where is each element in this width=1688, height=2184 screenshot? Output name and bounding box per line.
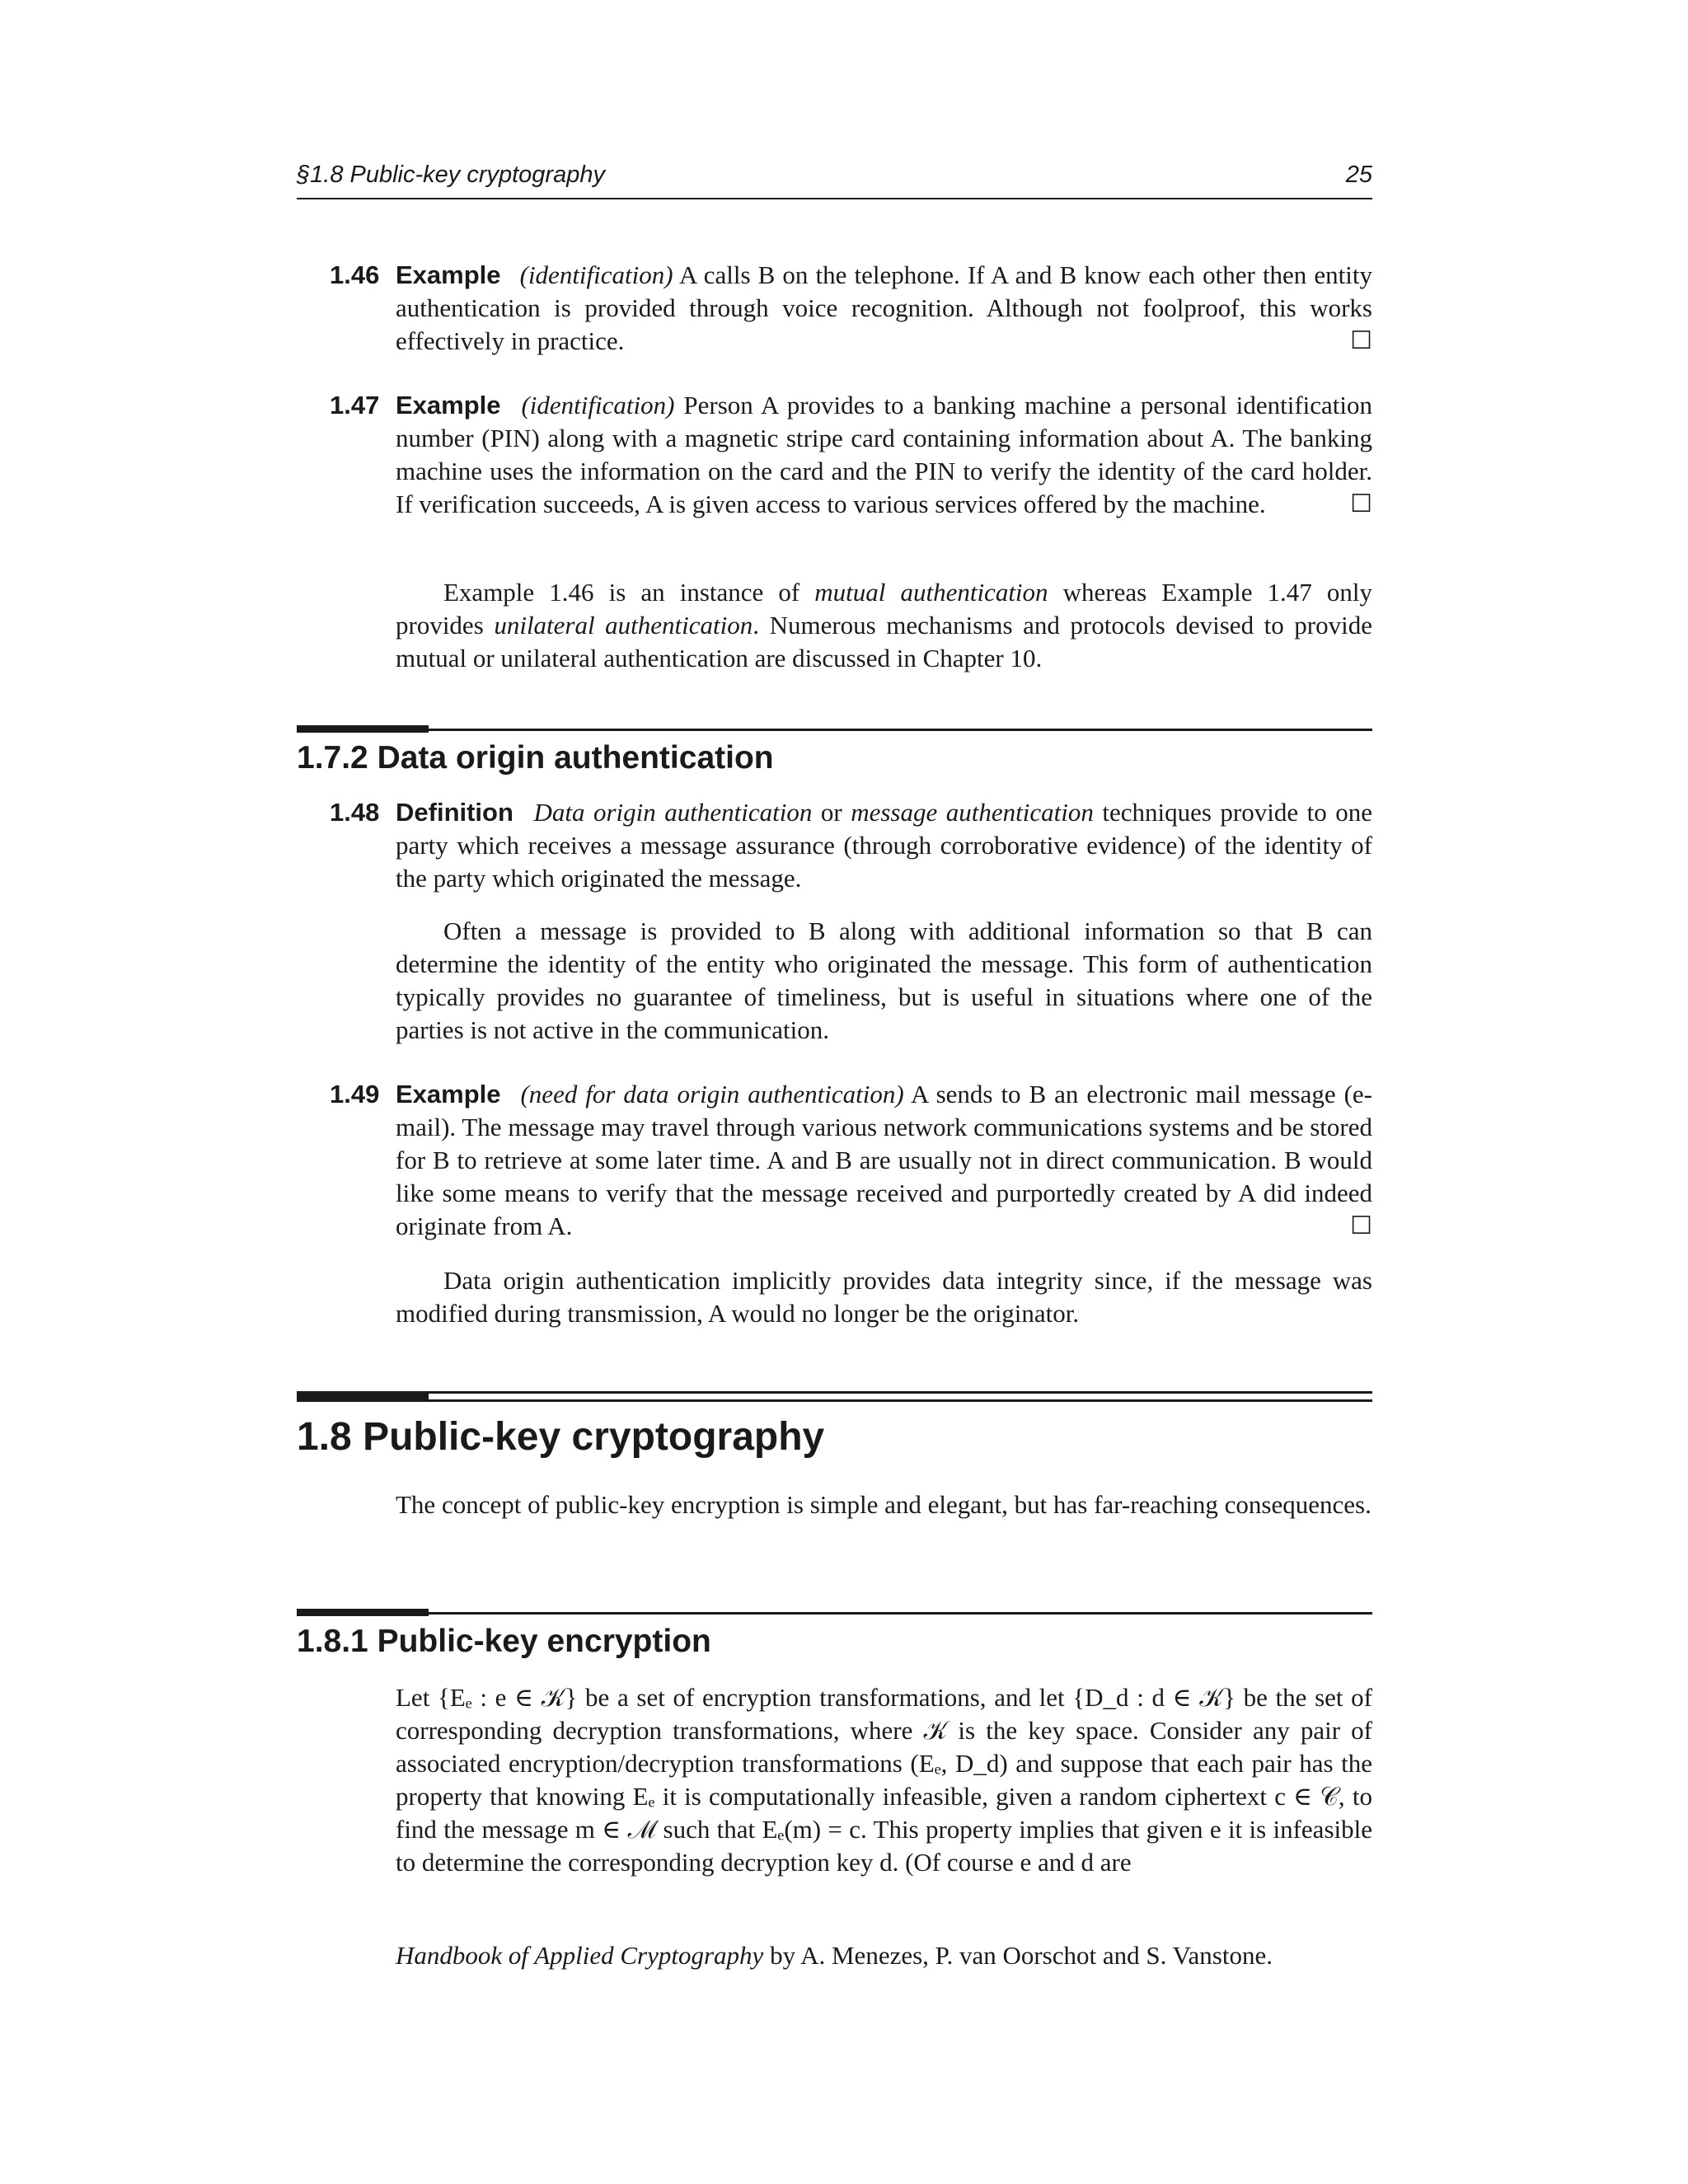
section-rule-accent [297, 725, 429, 733]
paragraph-public-key-encryption: Let {Eₑ : e ∈ 𝒦} be a set of encryption transformations, and let {D_d : d ∈ 𝒦} be the set of corresponding decryption transformations, where 𝒦 is the key space. Consider any pair of associated encryption/decryption transformations (Eₑ, D_d) and suppose that each pair has the property that knowing Eₑ it is computationally infeasible, given a random ciphertext c ∈ 𝒞, to find the message m ∈ ℳ such that Eₑ(m) = c. This property implies that given e it is infeasible to determine the corresponding decryption key d. (Of course e and d are [396, 1683, 1372, 1877]
subsection-heading-1-8-1: 1.8.1 Public-key encryption [297, 1624, 711, 1659]
item-tag: (need for data origin authentication) [520, 1080, 904, 1108]
term-mutual: mutual authentication [814, 578, 1048, 607]
text-run: techniques provide to one party which receives a message assurance (through corroborative evidence) of the identity of the party which originated the message. [396, 798, 1373, 893]
qed-icon: ☐ [1350, 327, 1372, 354]
running-head [297, 162, 1372, 199]
text-run: . Numerous mechanisms and protocols devised to provide mutual or unilateral authentication are discussed in Chapter 10. [396, 611, 1373, 673]
paragraph-mutual-authentication [396, 576, 1372, 675]
example-1-47 [330, 389, 1372, 521]
section-rule [297, 729, 1372, 731]
running-title: §1.8 Public-key cryptography [297, 162, 605, 188]
text-run: Example 1.46 is an instance of [443, 578, 815, 607]
item-text: A sends to B an electronic mail message (e-mail). The message may travel through various network communications systems and be stored for B to retrieve at some later time. A and B are usually not in direct communication. B would like some means to verify that the message received and purportedly created by A did indeed originate from A. [396, 1080, 1373, 1240]
item-number: 1.47 [330, 391, 380, 419]
paragraph-public-key-intro: The concept of public-key encryption is simple and elegant, but has far-reaching consequences. [396, 1490, 1372, 1519]
term-unilateral: unilateral authentication [494, 611, 753, 640]
item-tag: (identification) [521, 391, 675, 419]
item-text: A calls B on the telephone. If A and B know each other then entity authentication is provided through voice recognition. Although not foolproof, this works effectively in practice. [396, 260, 1373, 355]
item-keyword: Definition [396, 798, 513, 827]
item-keyword: Example [396, 391, 501, 419]
item-number: 1.48 [330, 798, 380, 827]
book-title: Handbook of Applied Cryptography [396, 1941, 764, 1970]
term-data-origin: Data origin authentication [533, 798, 813, 827]
section-heading-1-8: 1.8 Public-key cryptography [297, 1415, 825, 1459]
subsection-heading-1-7-2: 1.7.2 Data origin authentication [297, 740, 774, 776]
book-authors: by A. Menezes, P. van Oorschot and S. Vanstone. [763, 1941, 1273, 1970]
item-keyword: Example [396, 1080, 501, 1108]
qed-icon: ☐ [1350, 490, 1372, 518]
page-footer [396, 1941, 1273, 1971]
item-number: 1.46 [330, 260, 380, 289]
term-message-auth: message authentication [851, 798, 1094, 827]
section-rule [297, 1399, 1372, 1402]
item-text: Person A provides to a banking machine a personal identification number (PIN) along with a magnetic stripe card containing information about A. The banking machine uses the information on the card and the PIN to verify the identity of the card holder. If verification succeeds, A is given access to various services offered by the machine. [396, 391, 1373, 518]
example-1-46 [330, 259, 1372, 358]
section-rule-accent [297, 1391, 429, 1402]
text-run: or [812, 798, 851, 827]
item-number: 1.49 [330, 1080, 380, 1108]
qed-icon: ☐ [1350, 1212, 1372, 1240]
example-1-49 [330, 1078, 1372, 1243]
section-rule [297, 1391, 1372, 1394]
item-keyword: Example [396, 260, 501, 289]
page-number: 25 [1345, 162, 1372, 188]
section-rule [297, 1612, 1372, 1615]
section-rule-accent [297, 1609, 429, 1616]
paragraph-message-origin: Often a message is provided to B along with additional information so that B can determine the identity of the entity who originated the message. This form of authentication typically provides no guarantee of timeliness, but is useful in situations where one of the parties is not active in the communication. [396, 916, 1372, 1044]
item-tag: (identification) [519, 260, 673, 289]
paragraph-data-integrity: Data origin authentication implicitly provides data integrity since, if the message was modified during transmission, A would no longer be the originator. [396, 1266, 1372, 1328]
definition-1-48 [330, 796, 1372, 895]
text-run: whereas Example 1.47 only provides [396, 578, 1372, 640]
